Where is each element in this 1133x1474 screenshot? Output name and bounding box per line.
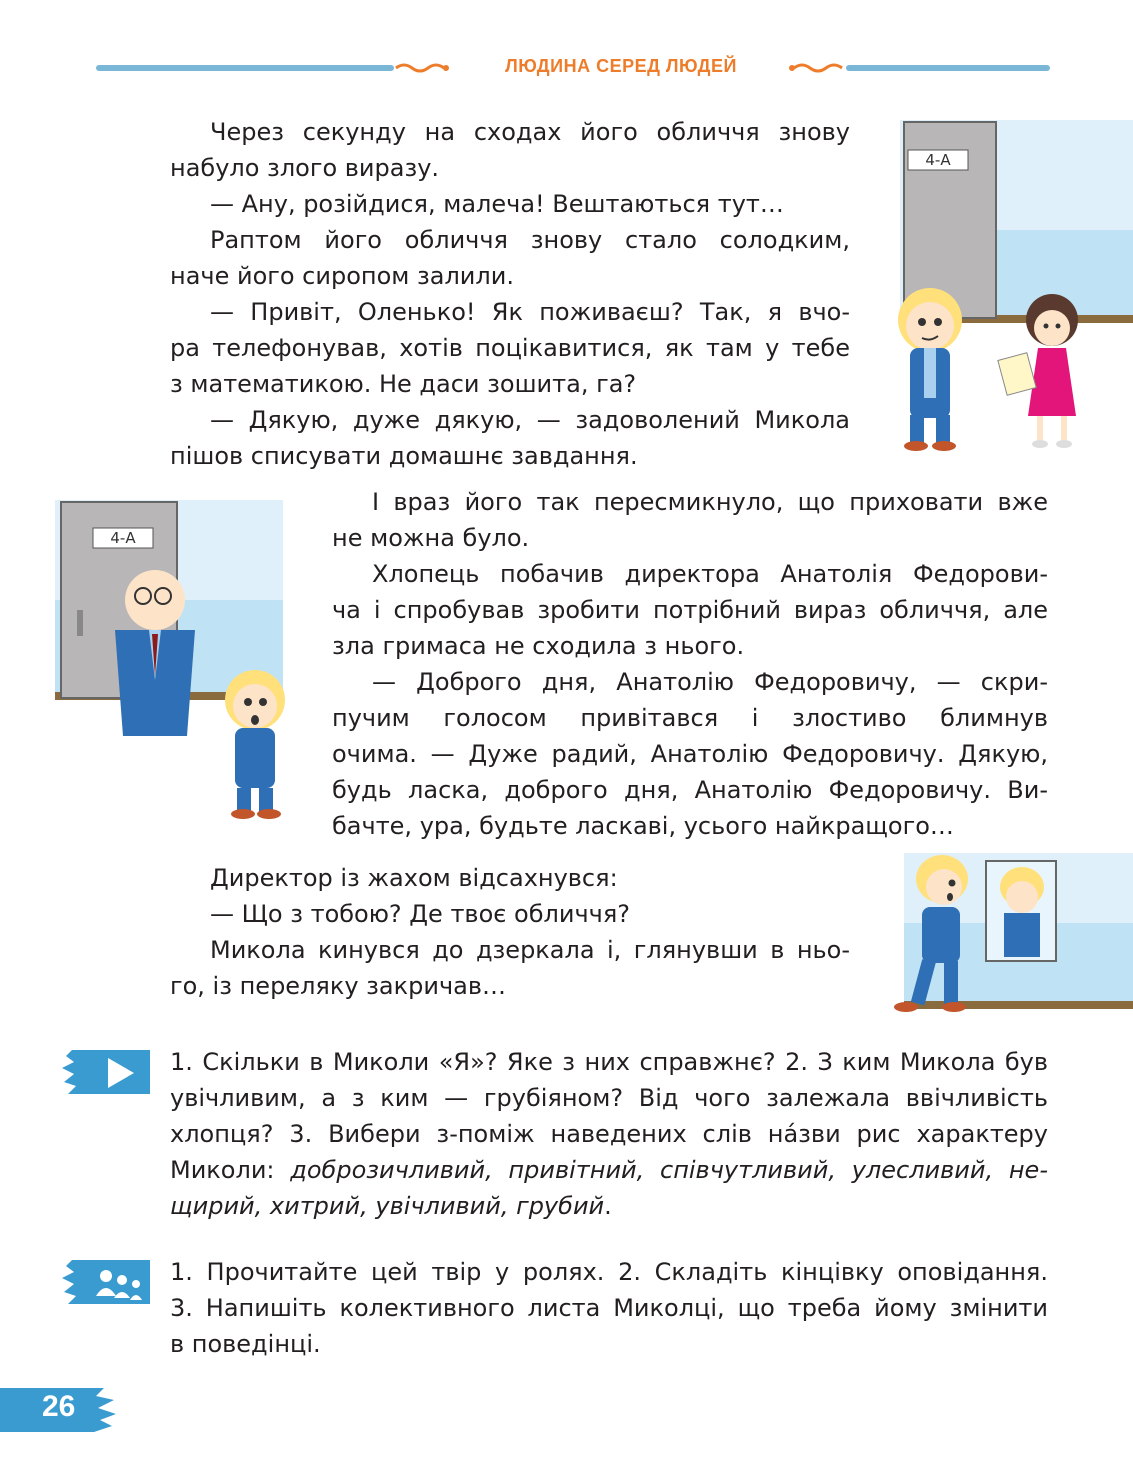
text-line: Через секунду на сходах його обличчя знову	[210, 118, 850, 146]
group-work-icon	[62, 1256, 154, 1308]
text-line: пішов списувати домашнє завдання.	[170, 442, 638, 470]
text-line: хлопця? 3. Вибери з-поміж наведених слів нáзви рис характеру	[170, 1120, 1048, 1148]
text-line: бачте, ура, будьте ласкаві, усього найкращого…	[332, 812, 954, 840]
door-sign-text: 4-А	[110, 529, 136, 547]
text-line: увічливим, а з ким — грубіяном? Від чого залежала ввічливість	[170, 1084, 1048, 1112]
text-line: — Дякую, дуже дякую, — задоволений Микола	[210, 406, 850, 434]
text-fragment: .	[604, 1192, 612, 1220]
italic-traits: щирий, хитрий, увічливий, грубий	[170, 1192, 605, 1220]
ornament-left-icon	[394, 62, 450, 74]
play-task-icon	[62, 1046, 154, 1098]
text-line: Директор із жахом відсахнувся:	[210, 864, 618, 892]
text-line: наче його сиропом залили.	[170, 262, 514, 290]
page-number-badge	[0, 1386, 118, 1434]
door-sign-text: 4-А	[925, 151, 951, 169]
text-line: Хлопець побачив директора Анатолія Федорови-	[372, 560, 1048, 588]
story-block-3	[170, 860, 850, 1004]
text-line: не можна було.	[332, 524, 530, 552]
story-block-1	[170, 114, 850, 474]
text-line: зла гримаса не сходила з нього.	[332, 632, 745, 660]
italic-traits: доброзичливий, привітний, співчутливий, улесливий, не-	[290, 1156, 1048, 1184]
text-fragment: Миколи:	[170, 1156, 291, 1184]
text-line: 1. Скільки в Миколи «Я»? Яке з них справжнє? 2. З ким Микола був	[170, 1048, 1048, 1076]
text-line: з математикою. Не даси зошита, га?	[170, 370, 637, 398]
ornament-right-icon	[788, 62, 844, 74]
text-line: Микола кинувся до дзеркала і, глянувши в ньо-	[210, 936, 850, 964]
section-title: ЛЮДИНА СЕРЕД ЛЮДЕЙ	[505, 56, 737, 76]
text-line	[170, 1152, 1048, 1188]
text-line: набуло злого виразу.	[170, 154, 440, 182]
page-number: 26	[42, 1390, 76, 1423]
text-line: Раптом його обличчя знову стало солодким,	[210, 226, 850, 254]
boy-and-mirror-illustration	[882, 853, 1133, 1023]
header-rule-left	[96, 65, 394, 71]
text-line: очима. — Дуже радий, Анатолію Федоровичу. Дякую,	[332, 740, 1048, 768]
page-header	[96, 56, 1050, 80]
text-line: — Доброго дня, Анатолію Федоровичу, — скри-	[372, 668, 1048, 696]
story-block-2	[332, 484, 1048, 844]
boy-and-girl-illustration	[880, 120, 1133, 455]
text-line: ча і спробував зробити потрібний вираз обличчя, але	[332, 596, 1048, 624]
text-line: 1. Прочитайте цей твір у ролях. 2. Складіть кінцівку оповідання.	[170, 1258, 1048, 1286]
text-line: будь ласка, доброго дня, Анатолію Федоровичу. Ви-	[332, 776, 1048, 804]
task-2-text	[170, 1254, 1048, 1362]
text-line: в поведінці.	[170, 1330, 321, 1358]
header-rule-right	[846, 65, 1050, 71]
text-line: — Що з тобою? Де твоє обличчя?	[210, 900, 631, 928]
text-line: І враз його так пересмикнуло, що приховати вже	[372, 488, 1048, 516]
text-line: — Ану, розійдися, малеча! Вештаються тут…	[210, 190, 784, 218]
task-1-text	[170, 1044, 1048, 1224]
director-and-boy-illustration	[55, 500, 315, 822]
text-line	[170, 1188, 1048, 1224]
text-line: 3. Напишіть колективного листа Миколці, що треба йому змінити	[170, 1294, 1048, 1322]
text-line: — Привіт, Оленько! Як поживаєш? Так, я вчо-	[210, 298, 850, 326]
text-line: ра телефонував, хотів поцікавитися, як там у тебе	[170, 334, 850, 362]
text-line: го, із переляку закричав…	[170, 972, 506, 1000]
text-line: пучим голосом привітався і злостиво блимнув	[332, 704, 1048, 732]
